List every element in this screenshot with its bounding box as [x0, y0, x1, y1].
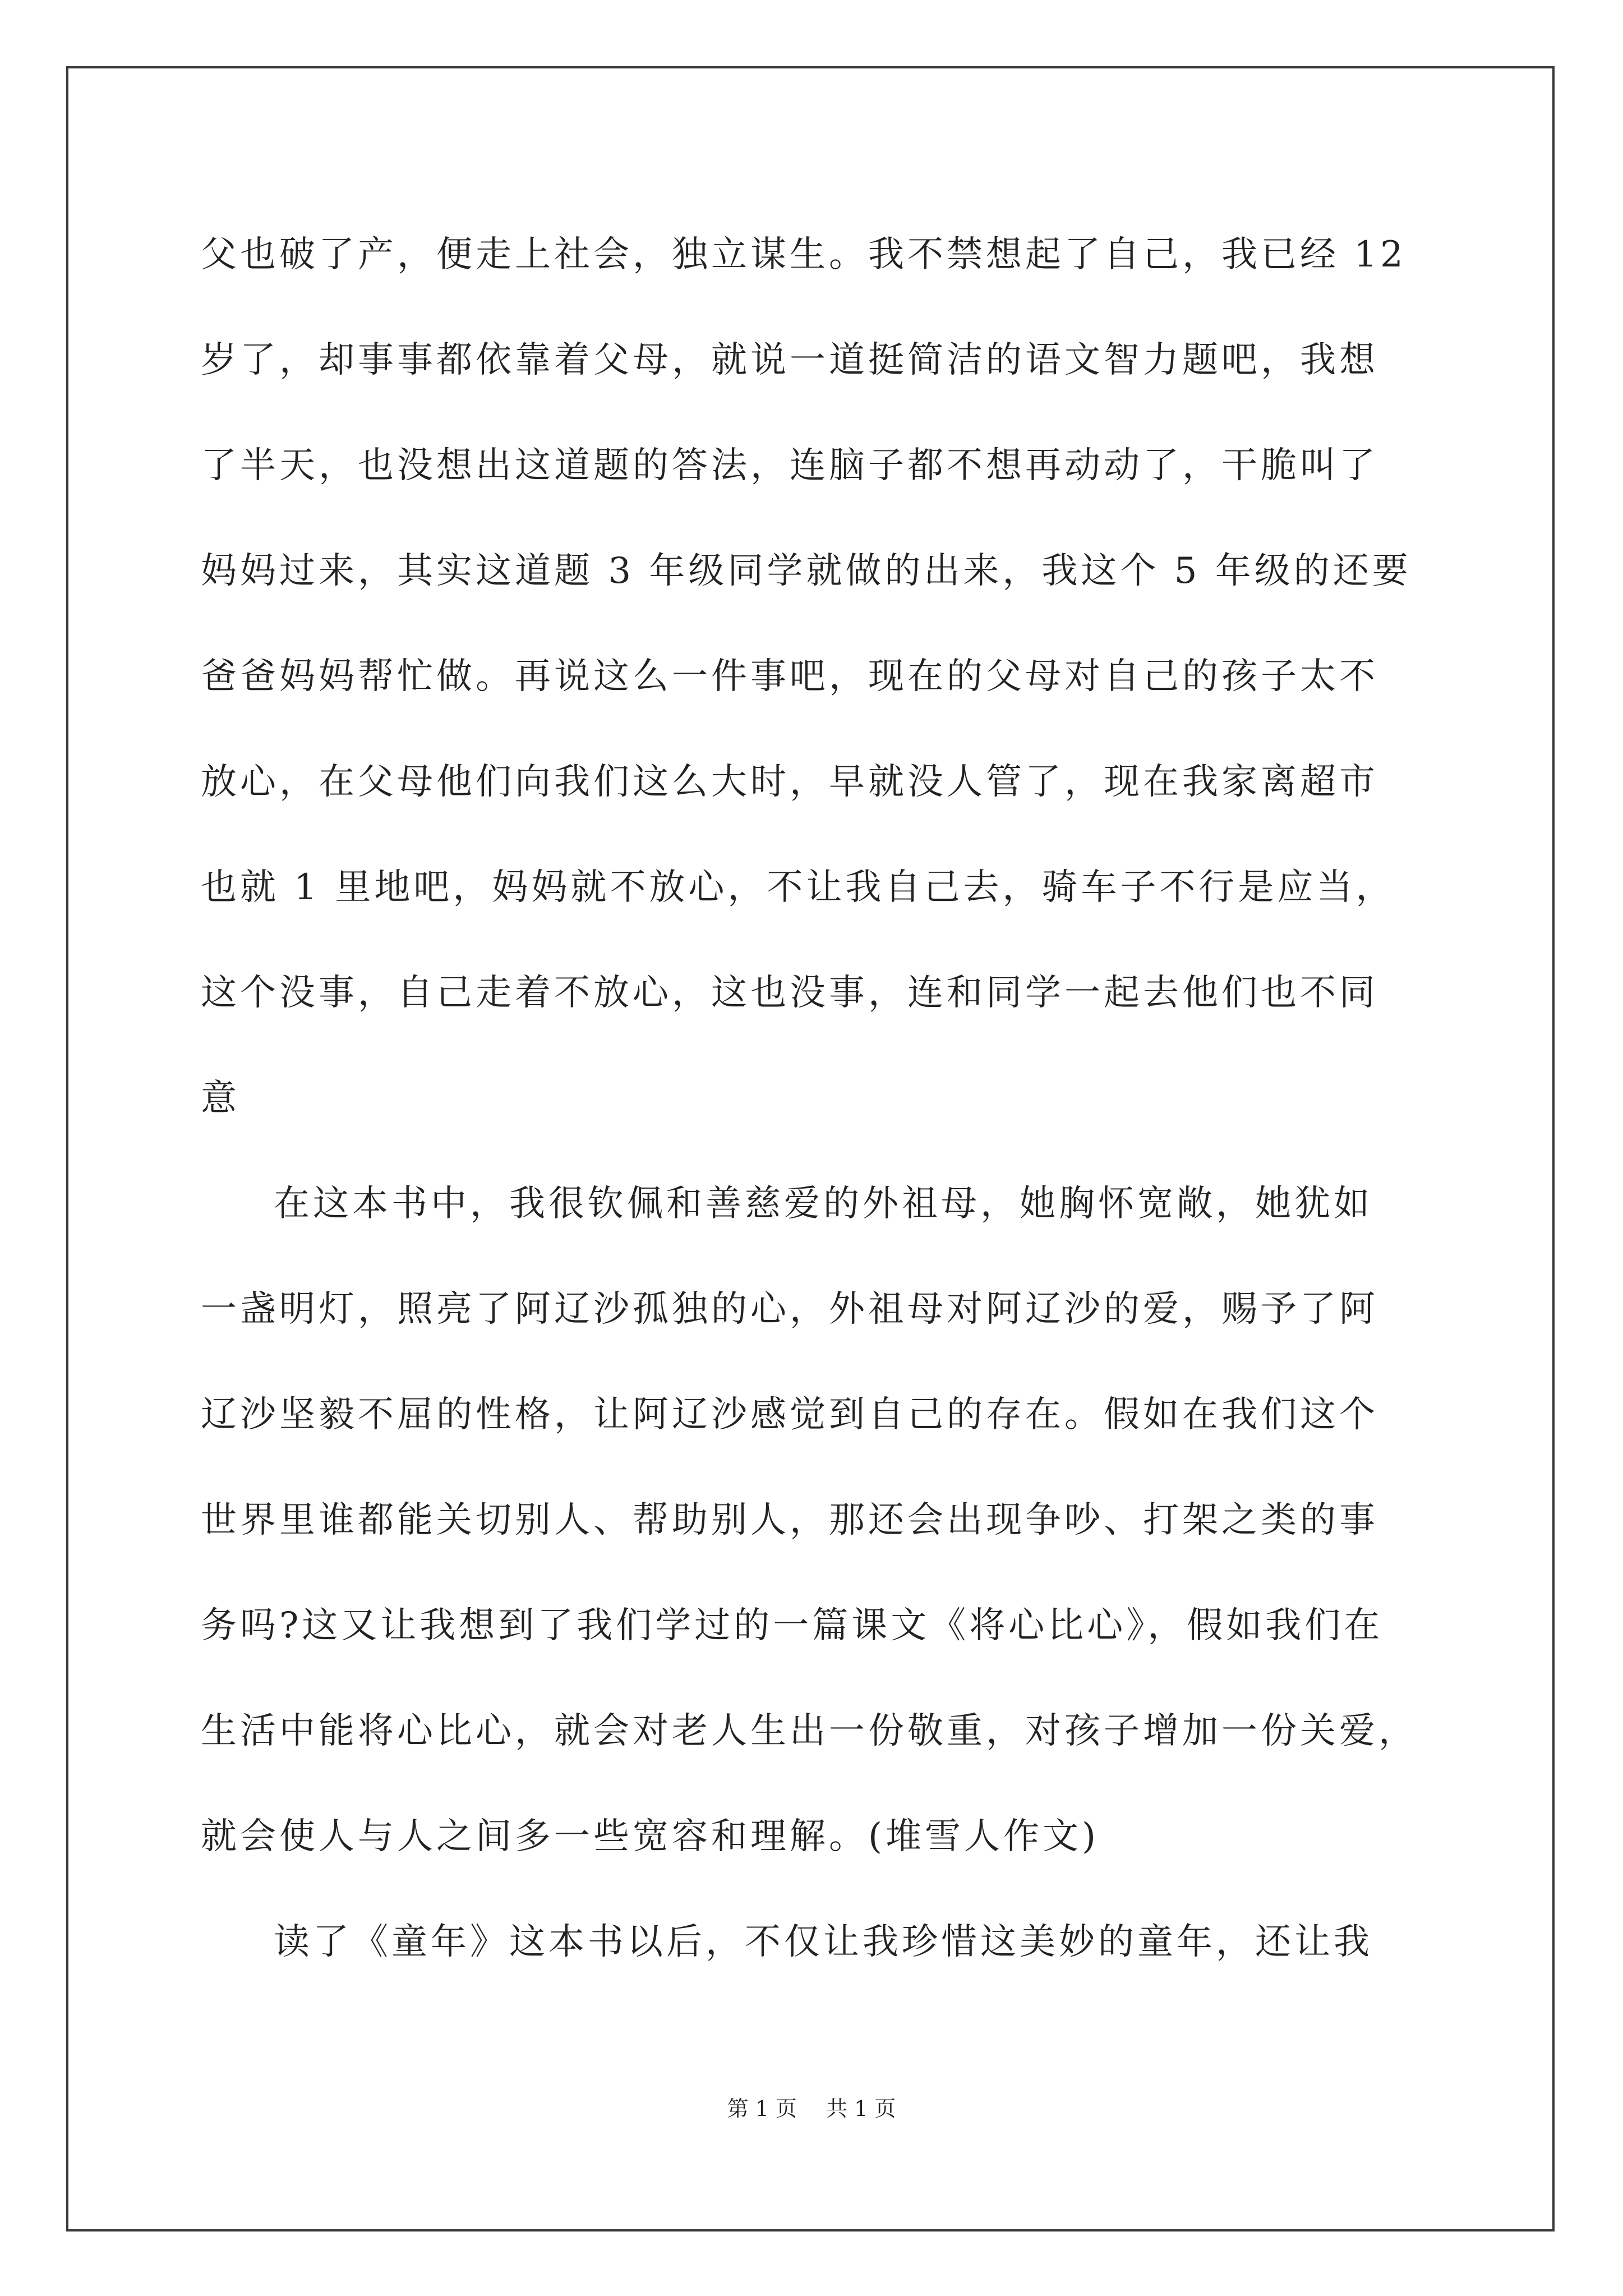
- page-total: 共 1 页: [826, 2096, 896, 2121]
- text-line: 也就 1 里地吧，妈妈就不放心，不让我自己去，骑车子不行是应当，: [201, 867, 1395, 908]
- page-footer: [0, 2091, 1623, 2122]
- text-line: 岁了，却事事都依靠着父母，就说一道挺简洁的语文智力题吧，我想: [201, 339, 1378, 381]
- text-line: 世界里谁都能关切别人、帮助别人，那还会出现争吵、打架之类的事: [201, 1499, 1378, 1541]
- document-body: [201, 202, 1423, 1995]
- text-line: 爸爸妈妈帮忙做。再说这么一件事吧，现在的父母对自己的孩子太不: [201, 656, 1378, 697]
- text-line: 意: [201, 1078, 240, 1119]
- text-line: 生活中能将心比心，就会对老人生出一份敬重，对孩子增加一份关爱，: [201, 1710, 1418, 1752]
- text-line: 了半天，也没想出这道题的答法，连脑子都不想再动动了，干脆叫了: [201, 445, 1378, 486]
- paragraph-start-line: 读了《童年》这本书以后，不仅让我珍惜这美妙的童年，还让我: [274, 1921, 1373, 1963]
- text-line: 妈妈过来，其实这道题 3 年级同学就做的出来，我这个 5 年级的还要: [201, 550, 1412, 592]
- text-line: 放心，在父母他们向我们这么大时，早就没人管了，现在我家离超市: [201, 761, 1378, 803]
- text-line: 就会使人与人之间多一些宽容和理解。(堆雪人作文): [201, 1816, 1099, 1857]
- paragraph-start-line: 在这本书中，我很钦佩和善慈爱的外祖母，她胸怀宽敞，她犹如: [274, 1183, 1373, 1225]
- text-line: 父也破了产，便走上社会，独立谋生。我不禁想起了自己，我已经 12: [201, 234, 1407, 275]
- page-number: 第 1 页: [727, 2096, 797, 2121]
- text-line: 务吗?这又让我想到了我们学过的一篇课文《将心比心》，假如我们在: [201, 1605, 1384, 1646]
- text-line: 辽沙坚毅不屈的性格，让阿辽沙感觉到自己的存在。假如在我们这个: [201, 1394, 1378, 1435]
- text-line: 这个没事，自己走着不放心，这也没事，连和同学一起去他们也不同: [201, 972, 1378, 1014]
- text-line: 一盏明灯，照亮了阿辽沙孤独的心，外祖母对阿辽沙的爱，赐予了阿: [201, 1289, 1378, 1330]
